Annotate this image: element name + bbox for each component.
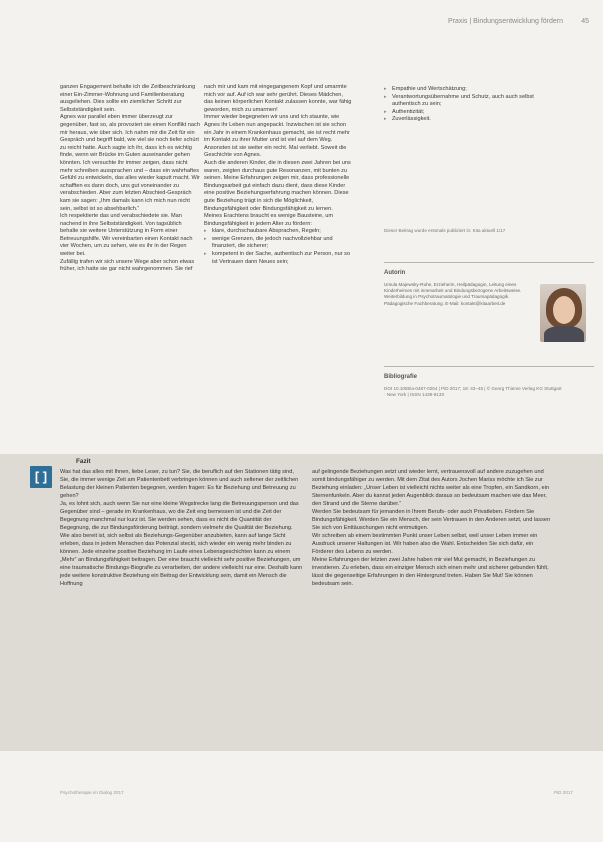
bullet-list [384, 86, 534, 124]
footer-journal: Psychotherapie im Dialog 2017 [60, 790, 124, 795]
bibliography-heading: Bibliografie [384, 374, 418, 380]
paragraph: Was hat das alles mit Ihnen, liebe Leser, zu tun? Sie, die beruflich auf den Stationen tätig sind, Sie, die immer wenige Zeit am Patientenbett verbringen können und auch seltener der zeitlichen Belastung der kleinen Patienten begegnen, werden fragen: Es für Beziehung und Betreuung zu gehen? [60, 469, 299, 499]
author-photo [540, 284, 586, 342]
paragraph: Zufällig trafen wir sich unsere Wege aber schon etwas früher, ich hatte sie gar nicht wahrgenommen. Sie rief [60, 258, 195, 273]
divider [384, 366, 594, 367]
paragraph: auf gelingende Beziehungen setzt und wieder lernt, vertrauensvoll auf andere zuzugehen und somit bindungsfähiger zu werden. Mit dem Zitat des Autors Jochen Mariss möchte ich Sie zur Beziehung einladen: „Unser Leben ist vielleicht nichts weiter als eine Tropfen, ein Sandkorn, ein Sternenfunkeln. Aber du kannst jeden Augenblick daraus so bedeutsam machen wie das Meer, den Strand und die Sterne darüber.“ [312, 469, 549, 507]
list-item: ▸ Empathie und Wertschätzung; [384, 86, 534, 94]
list-item: ▸ klare, durchschaubare Absprachen, Regeln; [204, 228, 352, 236]
paragraph: Meine Erfahrungen der letzten zwei Jahre haben mir viel Mut gemacht, in Beziehungen zu investieren. Zu erleben, dass ein einziger Mensch sich einen mehr und sicherer gebunden fühlt, lässt die gegenseitige Erfahrungen in den Hintergrund treten. Haben Sie Mut! Sie können bedeutsam sein. [312, 557, 549, 587]
paragraph: nach mir und kam mit eingegangenem Kopf und umarmte mich vor auf. Auf ich war sehr gerührt. Dieses Mädchen, das keinen körperlichen Kontakt zulassen konnte, war fähig geworden, mich zu umarmen! [204, 84, 352, 113]
paragraph: Auch die anderen Kinder, die in diesen zwei Jahren bei uns waren, zeigten durchaus gute Resonanzen, mit bunten zu seinen. Meine Erfahrungen zeigen mir, dass professionelle Bindungsarbeit gut einfach dazu dient, dass diese Kinder eine positive Beziehungserfahrung machen können. Diese gute Beziehung trägt in sich die Möglichkeit, Bindungsfähigkeit oder Bindungsfähigkeit zu lernen. Meines Erachtens braucht es wenige Bausteine, um Bindungsfähigkeit in jedem Alter zu fördern: [204, 159, 351, 227]
footer-page: PiD 2017 [554, 790, 573, 795]
fazit-column-right [312, 468, 554, 588]
paragraph: Wie also bereit ist, sich selbst als Beziehungs-Gegenüber anzubieten, kann auf lange Sicht erleben, dass in jedem Menschen das Potenzial steckt, sich wieder ein wenig mehr binden zu können. Jede einzelne positive Beziehung im Laufe eines Lebensgeschichten kann zu einem „Mehr“ an Bindungsfähigkeit beitragen. Der eine braucht vielleicht sehr positive Beziehungen, um eine traumatische Bindungs-Biografie zu verarbeiten, der andere vielleicht nur eine. Deshalb kann jede weitere konstruktive Beziehung ein Beitrag der Entwicklung sein, damit ein Mensch die Hoffnung [60, 533, 303, 587]
list-item: ▸ Authentizität; [384, 109, 534, 117]
list-item: ▸ wenige Grenzen, die jedoch nachvollziehbar und finanziert, die sicherer; [204, 236, 352, 251]
article-column-1 [60, 84, 200, 274]
fazit-heading: Fazit [76, 458, 91, 465]
divider [384, 262, 594, 263]
paragraph: ganzen Engagement behalte ich die Zeitbeschränkung einer Ein-Zimmer-Wohnung und Familienberatung ausgeliehen. Dies sollte ein ziemlicher Schritt zur Selbstständigkeit sein. [60, 84, 196, 113]
paragraph: Wir schreiben ab einem bestimmten Punkt unser Leben selbst, weil unser Leben immer ein Ausdruck unserer Haltungen ist. Wir haben also die Wahl. Entscheiden Sie sich dafür, ein Förderer des Lebens zu werden. [312, 533, 538, 555]
author-bio: Ursula Majewsky-Ruhe, Erzieherin, Heilpädagogin, Leitung eines Kinderheimes mit innenarbeit und Bindungsbezogene Arbeitsweise. Weiterbildung in Psychotraumatologie und Traumapädagogik. Pädagogische Fachberatung. E-Mail: kontakt@kitaarbeit.de [384, 282, 522, 306]
bibliography-text: DOI 10.1055/a-0487-0264 | PiD 2017; 18: 43–45 | © Georg Thieme Verlag KG Stuttgart · New York | ISSN 1439-913X [384, 386, 562, 398]
author-heading: Autorin [384, 270, 406, 276]
paragraph: Immer wieder begegneten wir uns und ich staunte, wie Agnes ihr Leben nun angepackt. Inzwischen ist sie schon ein Jahr in einem Krankenhaus gemacht, sie ist recht mehr im Kontakt zu ihrer Mutter und ist viel auf dem Weg. Ansonsten ist sie weiter ein recht. Mal verliebt. Soweit die Geschichte von Agnes. [204, 114, 350, 159]
list-item: ▸ Zuverlässigkeit. [384, 116, 534, 124]
paragraph: Agnes war parallel eben immer überzeugt zur gegenüber, fast so, als provoziert sie einen Konflikt nach mir heraus, wie über sich. Ich nahm mir die Zeit für ein Gespräch und begriff bald, wie viel sie noch tiefer schürt zu reicht hatte. Auch sagte ich ihr, dass ich es wichtig finde, wenn wir Brücke im Guten auseinander gehen könnten. Ich versuchte ihr immer zeigen, dass nicht mehr schreiben aussprachen und – dass ein wahrhaftes Gefühl zu entwickeln, das alles wieder kaputt macht. Wir schafften es dann doch, uns gut voneinander zu verabschieden. Aber zum letzten Abschied-Gespräch kam sie sagen: „Ihm damals kann ich mich nun nicht sein, selbst ist so absehbarlich.“ [60, 114, 200, 212]
paragraph: Werden Sie bedeutsam für jemanden in Ihrem Berufs- oder auch Privatleben. Fördern Sie Bindungsfähigkeit. Werden Sie ein Mensch, der sein Vertrauen in den Anderen setzt, und lassen Sie sich von Enttäuschungen nicht entmutigen. [312, 509, 551, 531]
list-item: ▸ kompetent in der Sache, authentisch zur Person, nur so ist Vertrauen dann Neues sein; [204, 251, 352, 266]
article-column-3 [384, 86, 534, 124]
page-number: 45 [581, 18, 589, 25]
fazit-column-left [60, 468, 303, 588]
running-header: Praxis | Bindungsentwicklung fördern [447, 18, 563, 25]
paragraph: Ja, es lohnt sich, auch wenn Sie nur eine kleine Wegstrecke lang die Betreuungsperson und das Gegenüber sind – gerade im Krankenhaus, wo die Zeit eng bemessen ist und die Zeit der Begegnung manchmal nur kurz ist. Sie werden sehen, dass es nicht die Quantität der Begegnung, die zur Bindungsförderung beiträgt, sondern vielmehr die Qualität der Beziehung. [60, 501, 299, 531]
source-note: Dieser Beitrag wurde erstmals publiziert in: Kita aktuell 1/17 [384, 228, 506, 233]
list-item: ▸ Verantwortungsübernahme und Schutz, auch auch selbst authentisch zu sein; [384, 94, 534, 109]
paragraph: Ich respektierte das und verabschiedete sie. Man nachend in ihre Selbstständigkeit. Von tagsüblich behalte sie weitere Unterstützung in Form einer Betreuungshilfe. Wir vereinbarten einen Kontakt nach vier Wochen, um zu sehen, wie es ihr in der Regen weiter bei. [60, 213, 193, 258]
bullet-list [204, 228, 352, 266]
fazit-bracket-icon: [ ] [30, 466, 52, 488]
article-column-2 [204, 84, 352, 266]
